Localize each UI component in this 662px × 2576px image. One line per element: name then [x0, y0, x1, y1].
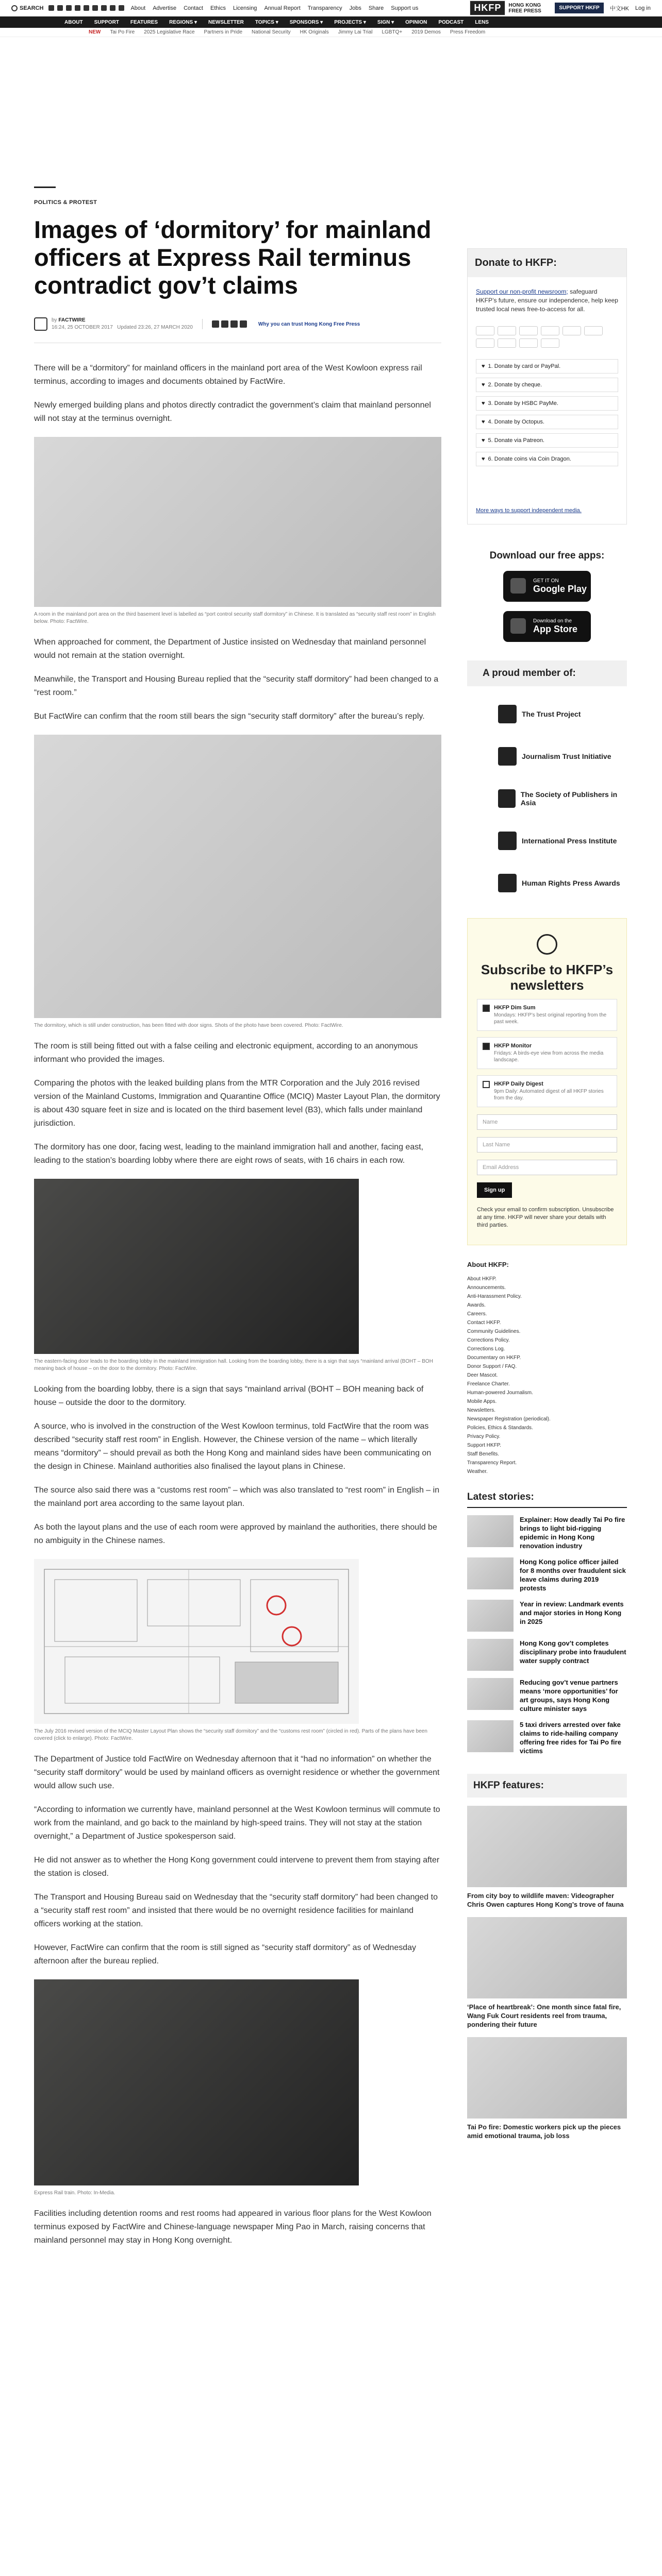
applepay-icon [519, 338, 538, 348]
paragraph: Newly emerged building plans and photos directly contradict the government’s claim that mainland personnel will not stay at the terminus overnight. [34, 401, 431, 423]
published-date: 16:24, 25 OCTOBER 2017 [52, 325, 113, 330]
paragraph: Facilities including detention rooms and rest rooms had appeared in various floor plans for the West Kowloon terminus exposed by FactWire and Chinese-language newspaper Ming Pao in March, raising concerns that mainland personnel may stay in Hong Kong overnight. [34, 2209, 432, 2245]
paragraph: Looking from the boarding lobby, there is a sign that says “mainland arrival (BOHT – BOH meaning back of house – outside the door to the dormitory. [34, 1385, 424, 1407]
about-link[interactable]: Policies, Ethics & Standards. [467, 1425, 533, 1431]
nav-sign[interactable]: SIGN ▾ [377, 19, 394, 25]
jti-logo [498, 747, 517, 766]
latest-story[interactable]: Hong Kong gov’t completes disciplinary probe into fraudulent water supply contract [467, 1639, 627, 1671]
author-name[interactable]: FACTWIRE [58, 317, 86, 323]
paragraph: He did not answer as to whether the Hong Kong government could intervene to prevent them from staying after the station is closed. [34, 1856, 440, 1878]
paragraph: When approached for comment, the Department of Justice insisted on Wednesday that mainland personnel would not remain at the station overnight. [34, 638, 426, 660]
article [34, 37, 441, 2247]
heart-icon: ♥ [482, 363, 485, 369]
name-input[interactable]: Name [477, 1114, 617, 1130]
paragraph: Comparing the photos with the leaked building plans from the MTR Corporation and the July 2016 revised version of the Mainland Customs, Immigration and Quarantine Office (MCIQ) Master Layout Plan, the dormitory is about 430 square feet in size and is located on the third basement level (B3), which falls under mainland jurisdiction. [34, 1079, 440, 1128]
donate-option-patreon[interactable]: ♥ 5. Donate via Patreon. [476, 433, 618, 448]
top-link-ethics[interactable]: Ethics [210, 5, 226, 11]
top-link-contact[interactable]: Contact [184, 5, 203, 11]
figure-1 [34, 437, 441, 625]
figure-5 [34, 1979, 441, 2197]
facebook-icon[interactable] [48, 5, 54, 11]
figure-3 [34, 1179, 441, 1372]
member-hrpa[interactable]: Human Rights Press Awards [498, 869, 627, 897]
instagram-icon[interactable] [66, 5, 72, 11]
search-icon [11, 5, 18, 11]
donate-option-card[interactable]: ♥ 1. Donate by card or PayPal. [476, 359, 618, 374]
donate-option-payme[interactable]: ♥ 3. Donate by HSBC PayMe. [476, 396, 618, 411]
author-avatar-icon [34, 317, 47, 331]
heart-icon: ♥ [482, 456, 485, 462]
nav-regions[interactable]: REGIONS ▾ [169, 19, 197, 25]
member-trust-project[interactable]: The Trust Project [498, 700, 627, 728]
about-link[interactable]: Staff Benefits. [467, 1451, 500, 1457]
heart-icon: ♥ [482, 382, 485, 388]
latest-story[interactable]: 5 taxi drivers arrested over fake claims to ride-hailing company offering free rides for Tai Po fire victims [467, 1720, 627, 1755]
article-category[interactable]: POLITICS & PROTEST [34, 199, 97, 206]
newsletter-option-monitor[interactable]: HKFP Monitor Fridays: A birds-eye view from across the media landscape. [477, 1037, 617, 1069]
mastercard-icon [519, 326, 538, 335]
heart-icon: ♥ [482, 400, 485, 406]
about-link[interactable]: Documentary on HKFP. [467, 1355, 521, 1361]
nav-opinion[interactable]: OPINION [405, 19, 427, 25]
figure-4 [34, 1559, 441, 1742]
support-hkfp-button[interactable]: SUPPORT HKFP [555, 3, 603, 13]
last-name-input[interactable]: Last Name [477, 1137, 617, 1153]
top-link-licensing[interactable]: Licensing [233, 5, 257, 11]
gpay-icon [498, 338, 516, 348]
story-thumbnail[interactable] [467, 1639, 514, 1671]
social-icons [48, 5, 124, 11]
paypal-icon [476, 326, 494, 335]
layout-plan-image[interactable] [34, 1559, 359, 1724]
about-link[interactable]: Community Guidelines. [467, 1329, 521, 1334]
about-link[interactable]: Transparency Report. [467, 1460, 517, 1466]
trending-link[interactable]: LGBTQ+ [382, 29, 403, 35]
feature-thumbnail[interactable] [467, 2037, 627, 2119]
x-icon[interactable] [57, 5, 63, 11]
about-link[interactable]: About HKFP. [467, 1276, 497, 1282]
about-link[interactable]: Newsletters. [467, 1408, 496, 1413]
payme-icon [476, 338, 494, 348]
search-button[interactable]: SEARCH [11, 5, 43, 11]
nav-lens[interactable]: LENS [475, 19, 489, 25]
paragraph: There will be a “dormitory” for mainland officers in the mainland port area of the West Kowloon express rail terminus, according to images and documents obtained by FactWire. [34, 364, 422, 386]
image-caption: The dormitory, which is still under construction, has been fitted with door signs. Shots of the photo have been covered. Photo: FactWire. [34, 1023, 343, 1028]
main-nav [0, 16, 662, 28]
share-buttons [212, 320, 247, 328]
payment-icons [476, 326, 618, 348]
about-link[interactable]: Weather. [467, 1469, 488, 1475]
feature-thumbnail[interactable] [467, 1806, 627, 1887]
donate-intro-link[interactable]: Support our non-profit newsroom; [476, 288, 568, 295]
about-link[interactable]: Deer Mascot. [467, 1372, 498, 1378]
feature-thumbnail[interactable] [467, 1917, 627, 1998]
about-link[interactable]: Anti-Harassment Policy. [467, 1294, 522, 1299]
trending-link[interactable]: Jimmy Lai Trial [338, 29, 373, 35]
image-caption: Express Rail train. Photo: In-Media. [34, 2190, 115, 2196]
visa-icon [498, 326, 516, 335]
story-thumbnail[interactable] [467, 1557, 514, 1589]
newsletter-note: Check your email to confirm subscription. Unsubscribe at any time. HKFP will never share your details with third parties. [477, 1207, 614, 1228]
paragraph: As both the layout plans and the use of each room were approved by mainland the authorities, there should be no ambiguity in the Chinese names. [34, 1523, 437, 1545]
nav-features[interactable]: FEATURES [130, 19, 158, 25]
latest-story[interactable]: Year in review: Landmark events and major stories in Hong Kong in 2025 [467, 1600, 627, 1632]
threads-icon[interactable] [75, 5, 80, 11]
nav-podcast[interactable]: PODCAST [438, 19, 464, 25]
about-link[interactable]: Donor Support / FAQ. [467, 1364, 517, 1369]
feature-story[interactable]: Tai Po fire: Domestic workers pick up the pieces amid emotional trauma, job loss [467, 2037, 627, 2140]
dormitory-construction-image[interactable] [34, 735, 441, 1018]
about-link[interactable]: Contact HKFP. [467, 1320, 501, 1326]
heart-icon: ♥ [482, 419, 485, 425]
updated-date: Updated 23:26, 27 MARCH 2020 [117, 325, 193, 330]
nav-support[interactable]: SUPPORT [94, 19, 119, 25]
share-whatsapp-icon[interactable] [230, 320, 238, 328]
paragraph: The dormitory has one door, facing west, leading to the mainland immigration hall and another, facing east, leading to the station’s boarding lobby where there are eight rows of seats, with 16 chairs in each row. [34, 1143, 424, 1165]
proud-member-title: A proud member of: [467, 660, 627, 686]
boarding-lobby-door-image[interactable] [34, 1179, 359, 1354]
app-store-button[interactable]: Download on the App Store [503, 611, 591, 642]
newsletter-option-dimsum[interactable]: HKFP Dim Sum Mondays: HKFP’s best original reporting from the past week. [477, 999, 617, 1031]
member-ipi[interactable]: International Press Institute [498, 826, 627, 855]
top-link-share[interactable]: Share [368, 5, 384, 11]
share-facebook-icon[interactable] [212, 320, 219, 328]
top-link-jobs[interactable]: Jobs [349, 5, 361, 11]
donate-box: Donate to HKFP: Support our non-profit newsroom; safeguard HKFP’s future, ensure our independence, help keep trusted local news free-to-access for all. ♥ 1. Donate by card or PayPal. ♥ 2. Donate by cheque. ♥ 3. Donate by HSBC PayMe. ♥ 4. Donate by Octopus. ♥ 5. Donate via Patreon. ♥ 6. Donate coins via Coin Dragon. More ways to support independent media. [467, 248, 627, 524]
trending-bar [0, 28, 662, 37]
nav-sponsors[interactable]: SPONSORS ▾ [289, 19, 323, 25]
paragraph: The Transport and Housing Bureau said on Wednesday that the “security staff dormitory” had been changed to a “security staff rest room” and insisted that there would be no overnight residence facilities for mainland officers working at the station. [34, 1893, 438, 1928]
figure-2 [34, 735, 441, 1029]
newsletter-option-digest[interactable]: HKFP Daily Digest 9pm Daily: Automated digest of all HKFP stories from the day. [477, 1075, 617, 1107]
rss-icon[interactable] [119, 5, 124, 11]
trending-link[interactable]: Tai Po Fire [110, 29, 135, 35]
sidebar [467, 37, 627, 2247]
paragraph: However, FactWire can confirm that the room is still signed as “security staff dormitory” as of Wednesday afternoon after the bureau replied. [34, 1943, 417, 1965]
unionpay-icon [562, 326, 581, 335]
features-title: HKFP features: [467, 1774, 627, 1798]
paragraph: “According to information we currently have, mainland personnel at the West Kowloon terminus will commute to work from the mainland, and go back to the mainland by high-speed trains. They will not stay at the station overnight,” a Department of Justice spokesperson said. [34, 1805, 440, 1841]
google-play-button[interactable]: GET IT ON Google Play [503, 571, 591, 602]
article-title: Images of ‘dormitory’ for mainland officers at Express Rail terminus contradict gov’t claims [34, 216, 432, 299]
envelope-icon [537, 934, 557, 955]
nav-about[interactable]: ABOUT [64, 19, 83, 25]
top-link-advertise[interactable]: Advertise [153, 5, 177, 11]
language-link[interactable]: 中文HK [609, 5, 630, 12]
story-thumbnail[interactable] [467, 1515, 514, 1547]
top-link-about[interactable]: About [130, 5, 146, 11]
image-caption: The July 2016 revised version of the MCIQ Master Layout Plan shows the “security staff dormitory” and the “customs rest room” (circled in red). Parts of the plans have been covered (click to enlarge). Photo: FactWire. [34, 1728, 427, 1741]
trending-link[interactable]: National Security [252, 29, 291, 35]
checkbox-unchecked-icon[interactable] [483, 1081, 490, 1088]
jcb-icon [584, 326, 603, 335]
about-link[interactable]: Human-powered Journalism. [467, 1390, 533, 1396]
top-link-annual-report[interactable]: Annual Report [264, 5, 301, 11]
trending-link[interactable]: Partners in Pride [204, 29, 243, 35]
donate-option-cheque[interactable]: ♥ 2. Donate by cheque. [476, 378, 618, 392]
about-link[interactable]: Support HKFP. [467, 1443, 501, 1448]
checkbox-checked-icon[interactable] [483, 1005, 490, 1012]
checkbox-checked-icon[interactable] [483, 1043, 490, 1050]
about-link[interactable]: Corrections Policy. [467, 1337, 510, 1343]
about-link[interactable]: Freelance Charter. [467, 1381, 510, 1387]
youtube-icon[interactable] [101, 5, 107, 11]
newsletter-title: Subscribe to HKFP’s newsletters [481, 962, 614, 993]
latest-story[interactable]: Hong Kong police officer jailed for 8 months over fraudulent sick leave claims during 2019 protests [467, 1557, 627, 1592]
latest-story[interactable]: Explainer: How deadly Tai Po fire brings to light bid-rigging epidemic in Hong Kong renovation industry [467, 1515, 627, 1550]
site-logo[interactable]: HKFP HONG KONG FREE PRESS [470, 1, 544, 15]
paragraph: Meanwhile, the Transport and Housing Bureau replied that the “security staff dormitory” had been changed to a “rest room.” [34, 675, 439, 697]
story-thumbnail[interactable] [467, 1678, 514, 1710]
email-icon[interactable] [110, 5, 115, 11]
top-links [130, 5, 418, 11]
trending-link[interactable]: Press Freedom [450, 29, 486, 35]
sopa-logo [498, 789, 516, 808]
member-sopa[interactable]: The Society of Publishers in Asia [498, 784, 627, 813]
express-rail-train-image[interactable] [34, 1979, 359, 2185]
member-jti[interactable]: Journalism Trust Initiative [498, 742, 627, 771]
more-ways-link[interactable]: More ways to support independent media. [476, 507, 582, 514]
trending-link[interactable]: 2019 Demos [411, 29, 441, 35]
about-title: About HKFP: [467, 1261, 509, 1268]
top-link-support[interactable]: Support us [391, 5, 419, 11]
newsletter-box [467, 918, 627, 1245]
google-play-icon [510, 578, 526, 594]
trust-link[interactable]: Why you can trust Hong Kong Free Press [258, 321, 360, 327]
story-thumbnail[interactable] [467, 1720, 514, 1752]
apps-title: Download our free apps: [489, 550, 605, 561]
about-link[interactable]: Corrections Log. [467, 1346, 505, 1352]
donate-option-octopus[interactable]: ♥ 4. Donate by Octopus. [476, 415, 618, 429]
octopus-icon [541, 338, 559, 348]
email-input[interactable]: Email Address [477, 1160, 617, 1175]
dormitory-sign-image[interactable] [34, 437, 441, 607]
bluesky-icon[interactable] [84, 5, 89, 11]
trending-link[interactable]: HK Originals [300, 29, 329, 35]
apple-icon [510, 618, 526, 634]
feature-story[interactable]: From city boy to wildlife maven: Videographer Chris Owen captures Hong Kong’s trove of fauna [467, 1806, 627, 1909]
sign-up-button[interactable]: Sign up [477, 1182, 512, 1198]
share-email-icon[interactable] [240, 320, 247, 328]
nav-topics[interactable]: TOPICS ▾ [255, 19, 278, 25]
heart-icon: ♥ [482, 437, 485, 444]
donate-title: Donate to HKFP: [468, 249, 626, 277]
paragraph: The Department of Justice told FactWire on Wednesday afternoon that it “had no information” on whether the “security staff dormitory” would be used by mainland officers as overnight residence or whether the government would allow such use. [34, 1755, 440, 1790]
nav-projects[interactable]: PROJECTS ▾ [334, 19, 366, 25]
paragraph: The room is still being fitted out with a false ceiling and electronic equipment, according to an anonymous informant who provided the images. [34, 1042, 418, 1064]
nav-newsletter[interactable]: NEWSLETTER [208, 19, 244, 25]
new-badge: NEW [89, 29, 101, 35]
ipi-logo [498, 832, 517, 850]
top-bar [0, 0, 662, 16]
about-links [467, 1275, 627, 1476]
image-caption: A room in the mainland port area on the third basement level is labelled as “port control security staff dormitory” in Chinese. It is translated as “security staff rest room” in English below. Photo: FactWire. [34, 612, 436, 624]
latest-stories-title: Latest stories: [467, 1492, 627, 1508]
paragraph: But FactWire can confirm that the room still bears the sign “security staff dormitory” after the bureau’s reply. [34, 712, 425, 721]
trending-link[interactable]: 2025 Legislative Race [144, 29, 195, 35]
about-link[interactable]: Newspaper Registration (periodical). [467, 1416, 551, 1422]
about-link[interactable]: Privacy Policy. [467, 1434, 501, 1439]
about-link[interactable]: Awards. [467, 1302, 486, 1308]
about-link[interactable]: Careers. [467, 1311, 487, 1317]
paragraph: A source, who is involved in the construction of the West Kowloon terminus, told FactWire that the room was described “security staff rest room” in English. However, the Chinese version of the name – which literally means “dormitory” – should prevail as both the Hong Kong and mainland sides have been communicating on the design in Chinese. Mainland authorities also finalised the layout plans in Chinese. [34, 1422, 432, 1471]
login-link[interactable]: Log in [635, 5, 651, 11]
hrpa-logo [498, 874, 517, 892]
trust-project-logo [498, 705, 517, 723]
linkedin-icon[interactable] [92, 5, 98, 11]
feature-story[interactable]: ‘Place of heartbreak’: One month since fatal fire, Wang Fuk Court residents reel from trauma, pondering their future [467, 1917, 627, 2029]
story-thumbnail[interactable] [467, 1600, 514, 1632]
image-caption: The eastern-facing door leads to the boarding lobby in the mainland immigration hall. Looking from the boarding lobby, there is a sign that says “mainland arrival (BOHT – BOH meaning back of house – on the door to the dormitory. Photo: FactWire. [34, 1359, 433, 1371]
byline: by FACTWIRE 16:24, 25 OCTOBER 2017 Updated 23:26, 27 MARCH 2020 Why you can trust Hong Kong Free Press [34, 317, 441, 331]
amex-icon [541, 326, 559, 335]
about-link[interactable]: Mobile Apps. [467, 1399, 497, 1404]
latest-story[interactable]: Reducing gov’t venue partners means ‘more opportunities’ for art groups, says Hong Kong culture minister says [467, 1678, 627, 1713]
donate-option-coins[interactable]: ♥ 6. Donate coins via Coin Dragon. [476, 452, 618, 466]
top-link-transparency[interactable]: Transparency [307, 5, 342, 11]
share-x-icon[interactable] [221, 320, 228, 328]
title-rule [34, 187, 56, 188]
paragraph: The source also said there was a “customs rest room” – which was also translated to “rest room” in English – in the mainland port area according to the same layout plan. [34, 1486, 440, 1508]
about-link[interactable]: Announcements. [467, 1285, 506, 1291]
